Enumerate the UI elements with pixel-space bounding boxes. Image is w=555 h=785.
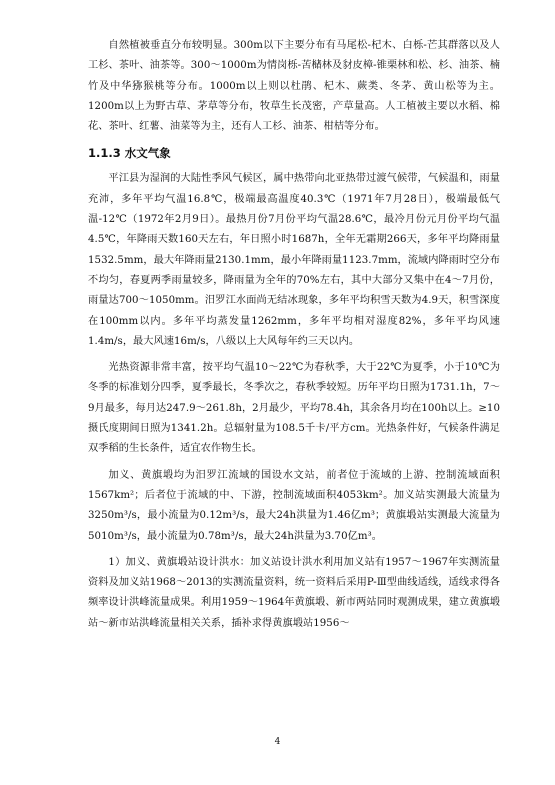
paragraph-light-heat: 光热资源非常丰富，按平均气温10～22℃为春秋季，大于22℃为夏季，小于10℃为冬季的标准划分四季，夏季最长，冬季次之，春秋季较短。历年平均日照为1731.1h，7～9月最多，每月达247.9～261.8h，2月最少，平均78.4h，其余各月均在100h以上。≥10摄氏度期间日照为1341.2h。总辐射量为108.5千卡/平方cm。光热条件好，气候条件满足双季稻的生长条件，适宜农作物生长。: [88, 362, 500, 455]
section-heading: 1.1.3 水文气象: [88, 146, 171, 161]
page-number: 4: [274, 737, 281, 747]
paragraph-design-flood: 1）加义、黄旗塅站设计洪水：加义站设计洪水利用加义站有1957～1967年实测流量资料及加义站1968～2013的实测流量资料，统一资料后采用P-Ⅲ型曲线适线，适线求得各频率设计洪峰流量成果。利用1959～1964年黄旗塅、新市两站同时观测成果，建立黄旗塅站～新市站洪峰流量相关关系，插补求得黄旗塅站1956～: [88, 556, 500, 629]
paragraph-vegetation: 自然植被垂直分布较明显。300m以下主要分布有马尾松-杞木、白栎-芒其群落以及人工杉、茶叶、油茶等。300～1000m为情岗栎-苦槠林及豺皮樟-锥栗林和松、杉、油茶、楠竹及中华猕猴桃等分布。1000m以上则以杜鹃、杞木、蕨类、冬茅、黄山松等为主。1200m以上为野古草、茅草等分布，牧草生长茂密，产草量高。人工植被主要以水稻、棉花、茶叶、红薯、油菜等为主，还有人工杉、油茶、柑桔等分布。: [88, 40, 500, 133]
paragraph-climate: 平江县为湿润的大陆性季风气候区，属中热带向北亚热带过渡气候带，气候温和，雨量充沛，多年平均气温16.8℃，极端最高温度40.3℃（1971年7月28日），极端最低气温-12℃（1972年2月9日）。最热月份7月份平均气温28.6℃，最冷月份元月份平均气温4.5℃，年降雨天数160天左右，年日照小时1687h，全年无霜期266天，多年平均降雨量1532.5mm，最大年降雨量2130.1mm，最小年降雨量1123.7mm，流域内降雨时空分布不均匀，春夏两季雨量较多，降雨量为全年的70%左右，其中大部分又集中在4～7月份，雨量达700～1050mm。汨罗江水面尚无结冰现象，多年平均积雪天数为4.9天，积雪深度在100mm以内。多年平均蒸发量1262mm，多年平均相对湿度82%，多年平均风速1.4m/s，最大风速16m/s，八级以上大风每年约三天以内。: [88, 173, 500, 347]
page-content: [88, 36, 500, 640]
paragraph-hydrology-stations: 加义、黄旗塅均为汨罗江流域的国设水文站，前者位于流域的上游、控制流域面积1567km²；后者位于流域的中、下游，控制流域面积4053km²。加义站实测最大流量为3250m³/s，最小流量为0.12m³/s，最大24h洪量为1.46亿m³；黄旗塅站实测最大流量为5010m³/s，最小流量为0.78m³/s，最大24h洪量为3.70亿m³。: [88, 469, 500, 542]
